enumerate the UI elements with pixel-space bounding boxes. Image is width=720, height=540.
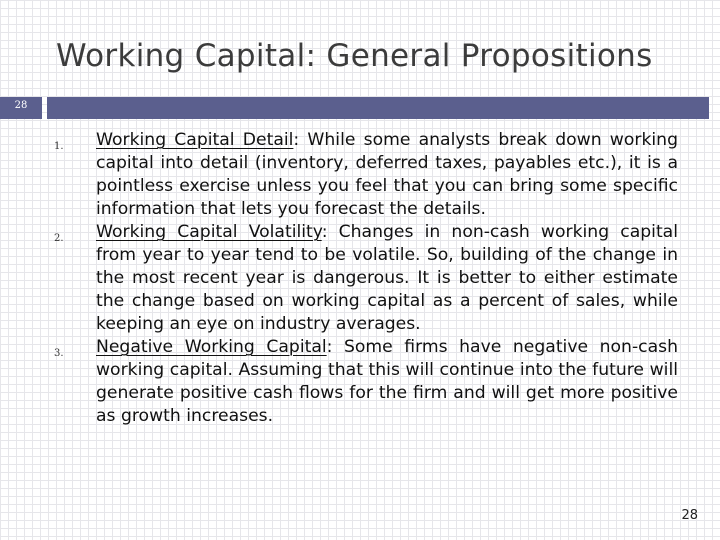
list-item-number: 2. <box>54 233 64 244</box>
list-item-body: : Changes in non-cash working capital from year to year tend to be volatile. So, building of the change in the most recent year is dangerous. It is better to either estimate the change based on working capital as a percent of sales, while keeping an eye on industry averages. <box>96 222 678 334</box>
list-item <box>0 221 720 336</box>
list-item-body: : Some firms have negative non-cash working capital. Assuming that this will continue into the future will generate positive cash flows for the firm and will get more positive as growth increases. <box>96 337 678 426</box>
list-item <box>0 336 720 428</box>
list-item-number: 3. <box>54 348 64 359</box>
propositions-list <box>0 129 720 428</box>
slide-title: Working Capital: General Propositions <box>56 38 653 74</box>
slide-number-badge <box>0 97 42 119</box>
list-item-number: 1. <box>54 141 64 152</box>
list-item-term: Working Capital Detail <box>96 130 294 150</box>
page-number: 28 <box>681 508 698 523</box>
list-item-text <box>96 336 678 428</box>
list-item <box>0 129 720 221</box>
list-item-body: : While some analysts break down working capital into detail (inventory, deferred taxes, payables etc.), it is a pointless exercise unless you feel that you can bring some specific information that lets you forecast the details. <box>96 130 678 219</box>
list-item-term: Working Capital Volatility <box>96 222 322 242</box>
slide-number-badge-label: 28 <box>14 100 28 111</box>
list-item-text <box>96 221 678 336</box>
header-accent-bar <box>47 97 709 119</box>
list-item-text <box>96 129 678 221</box>
list-item-term: Negative Working Capital <box>96 337 327 357</box>
